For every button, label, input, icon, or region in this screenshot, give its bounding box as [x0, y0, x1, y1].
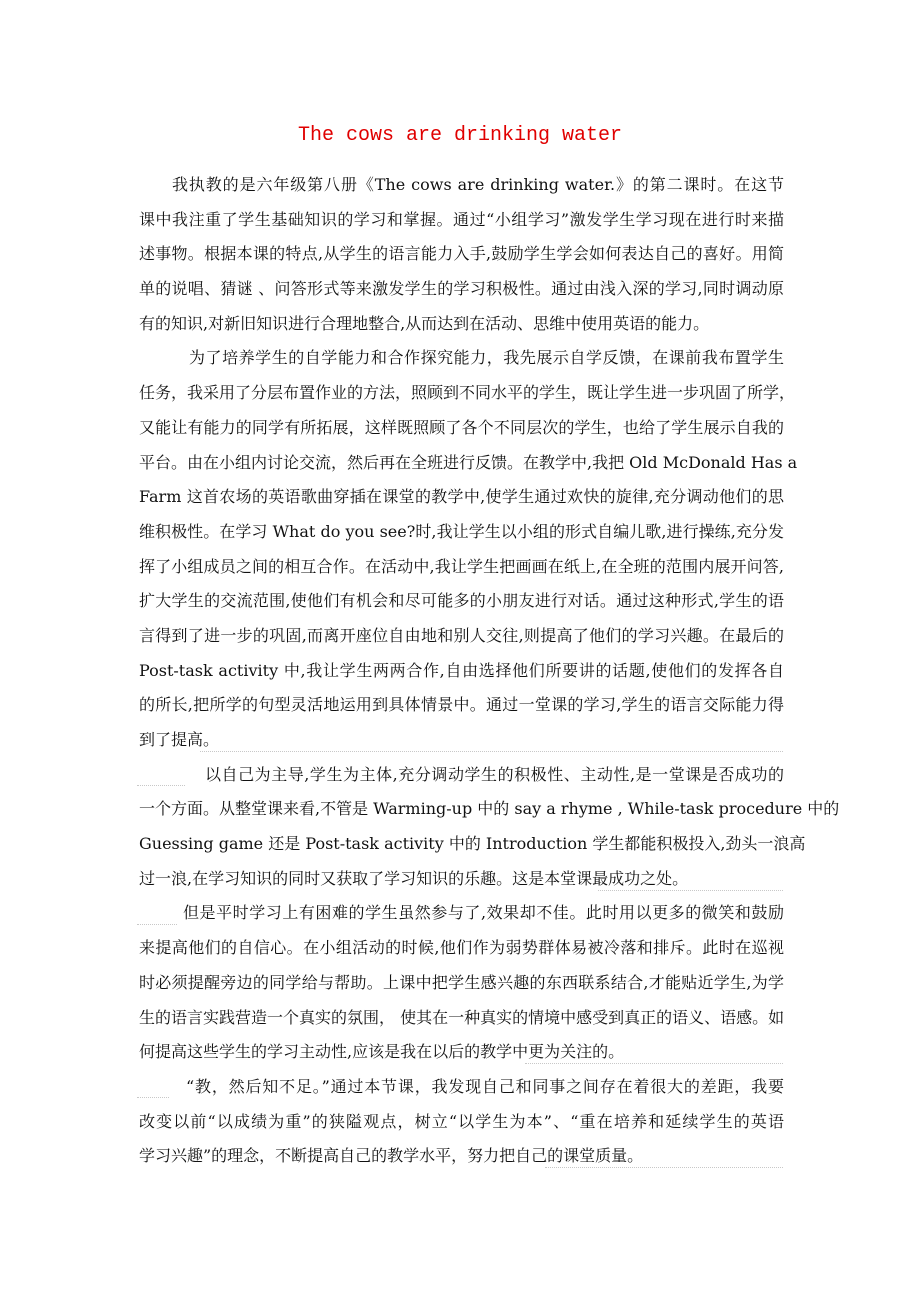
text-line: 但是平时学习上有困难的学生虽然参与了,效果却不佳。此时用以更多的微笑和鼓励 [183, 903, 784, 923]
text-line: 单的说唱、猜谜 、问答形式等来激发学生的学习积极性。通过由浅入深的学习,同时调动原 [139, 279, 784, 299]
paragraph-shortcomings [139, 896, 784, 1069]
dotted-divider [200, 751, 783, 752]
text-line: 时必须提醒旁边的同学给与帮助。上课中把学生感兴趣的东西联系结合,才能贴近学生,为学 [139, 972, 784, 992]
text-line: 改变以前“以成绩为重”的狭隘观点，树立“以学生为本”、“重在培养和延续学生的英语 [139, 1111, 784, 1131]
text-line: 生的语言实践营造一个真实的氛围， 使其在一种真实的情境中感受到真正的语义、语感。如 [139, 1007, 785, 1027]
paragraph-conclusion [139, 1070, 784, 1174]
dotted-divider [598, 890, 783, 891]
text-line: 学习兴趣”的理念，不断提高自己的教学水平，努力把自己的课堂质量。 [139, 1146, 644, 1166]
dotted-divider [545, 1167, 783, 1168]
text-line: Guessing game 还是 Post-task activity 中的 Introduction 学生都能积极投入,劲头一浪高 [139, 834, 806, 854]
text-line: 我执教的是六年级第八册《The cows are drinking water.》的第二课时。在这节 [172, 175, 784, 194]
text-line: 的所长,把所学的句型灵活地运用到具体情景中。通过一堂课的学习,学生的语言交际能力得 [139, 695, 784, 715]
text-line: 有的知识,对新旧知识进行合理地整合,从而达到在活动、思维中使用英语的能力。 [139, 313, 710, 333]
text-line: 为了培养学生的自学能力和合作探究能力，我先展示自学反馈，在课前我布置学生 [189, 348, 784, 368]
paragraph-intro [139, 168, 784, 341]
text-line: 述事物。根据本课的特点,从学生的语言能力入手,鼓励学生学会如何表达自己的喜好。用简 [139, 244, 784, 264]
text-line: 挥了小组成员之间的相互合作。在活动中,我让学生把画画在纸上,在全班的范围内展开问答, [139, 556, 784, 576]
text-line: “教，然后知不足。”通过本节课，我发现自己和同事之间存在着很大的差距，我要 [186, 1076, 784, 1096]
paragraph-methods [139, 341, 798, 757]
document-body [139, 168, 840, 1174]
text-line: 来提高他们的自信心。在小组活动的时候,他们作为弱势群体易被冷落和排斥。此时在巡视 [139, 938, 784, 958]
dotted-divider [137, 924, 177, 925]
text-line: 维积极性。在学习 What do you see?时,我让学生以小组的形式自编儿歌,进行操练,充分发 [139, 521, 784, 541]
text-line: 到了提高。 [139, 730, 220, 749]
text-line: 过一浪,在学习知识的同时又获取了学习知识的乐趣。这是本堂课最成功之处。 [139, 868, 689, 888]
document-title: The cows are drinking water [297, 124, 623, 147]
dotted-divider [525, 1063, 783, 1064]
text-line: Farm 这首农场的英语歌曲穿插在课堂的教学中,使学生通过欢快的旋律,充分调动他们的思 [139, 487, 784, 507]
dotted-divider [137, 785, 185, 786]
text-line: 扩大学生的交流范围,使他们有机会和尽可能多的小朋友进行对话。通过这种形式,学生的语 [139, 591, 784, 611]
paragraph-success [139, 758, 840, 897]
text-line: 以自己为主导,学生为主体,充分调动学生的积极性、主动性,是一堂课是否成功的 [205, 764, 784, 784]
text-line: 一个方面。从整堂课来看,不管是 Warming-up 中的 say a rhyme , While-task procedure 中的 [139, 799, 840, 819]
text-line: 平台。由在小组内讨论交流，然后再在全班进行反馈。在教学中,我把 Old McDonald Has a [139, 452, 798, 472]
text-line: Post-task activity 中,我让学生两两合作,自由选择他们所要讲的话题,使他们的发挥各自 [139, 660, 784, 680]
text-line: 言得到了进一步的巩固,而离开座位自由地和别人交往,则提高了他们的学习兴趣。在最后的 [139, 625, 784, 645]
text-line: 课中我注重了学生基础知识的学习和掌握。通过“小组学习”激发学生学习现在进行时来描 [139, 209, 784, 229]
text-line: 何提高这些学生的学习主动性,应该是我在以后的教学中更为关注的。 [139, 1042, 625, 1062]
text-line: 任务，我采用了分层布置作业的方法，照顾到不同水平的学生，既让学生进一步巩固了所学， [139, 383, 796, 403]
dotted-divider [137, 1097, 169, 1098]
text-line: 又能让有能力的同学有所拓展，这样既照顾了各个不同层次的学生，也给了学生展示自我的 [139, 417, 784, 437]
